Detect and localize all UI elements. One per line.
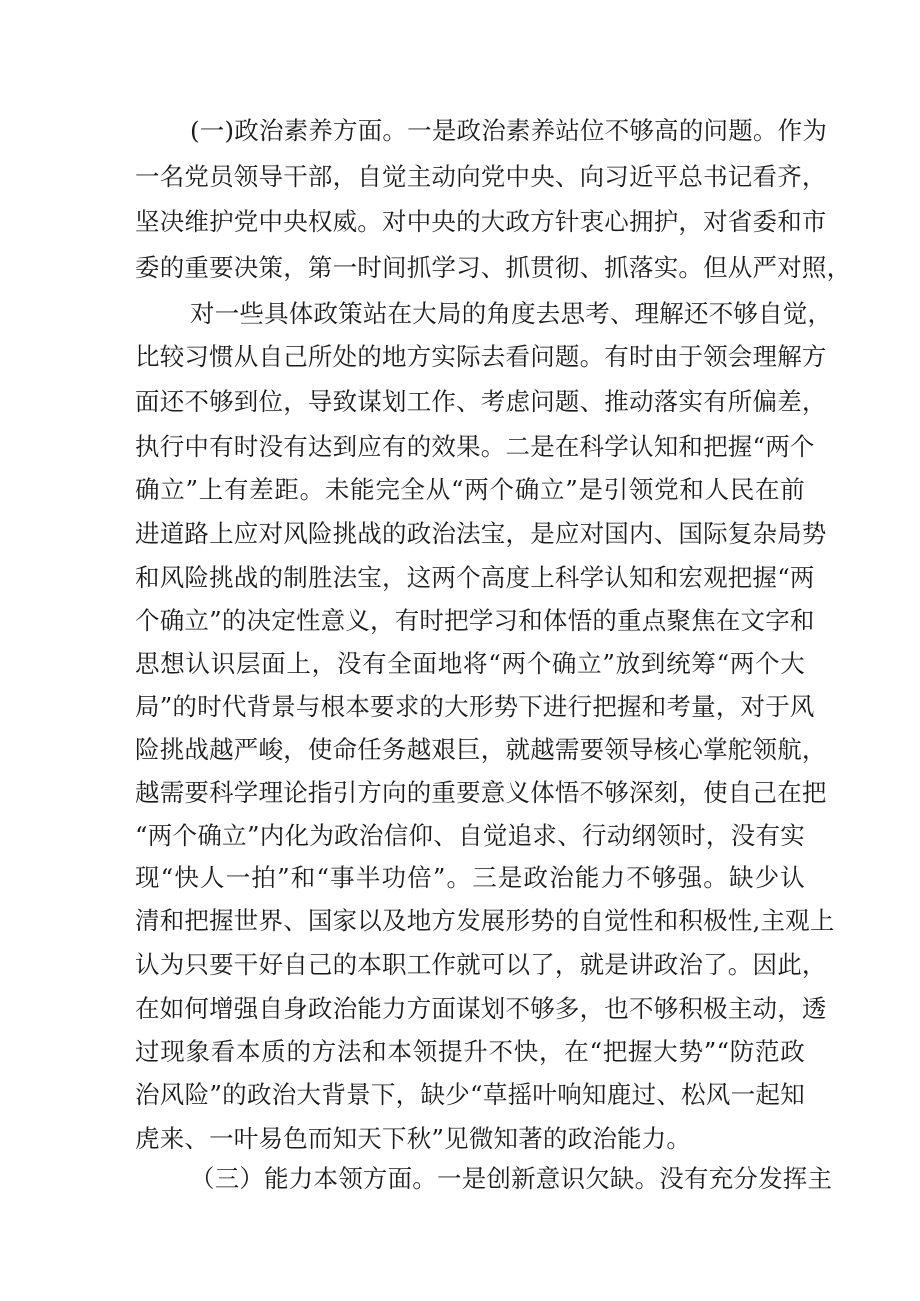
paragraph-line-5: 对一些具体政策站在大局的角度去思考、理解还不够自觉， [190,299,833,328]
paragraph-line-16: 越需要科学理论指引方向的重要意义体悟不够深刻，使自己在把 [135,778,827,807]
paragraph-line-12: 个确立”的决定性意义，有时把学习和体悟的重点聚焦在文字和 [135,606,815,635]
paragraph-line-21: 在如何增强自身政治能力方面谋划不够多，也不够积极主动，透 [135,994,827,1023]
paragraph-line-4: 委的重要决策，第一时间抓学习、抓贯彻、抓落实。但从严对照， [135,253,852,282]
paragraph-line-11: 和风险挑战的制胜法宝，这两个高度上科学认知和宏观把握“两 [135,563,815,592]
paragraph-line-8: 执行中有时没有达到应有的效果。二是在科学认知和把握“两个 [135,432,815,461]
paragraph-line-17: “两个确立”内化为政治信仰、自觉追求、行动纲领时，没有实 [135,821,805,850]
paragraph-line-6: 比较习惯从自己所处的地方实际去看问题。有时由于领会理解方 [135,342,827,371]
paragraph-line-10: 进道路上应对风险挑战的政治法宝，是应对国内、国际复杂局势 [135,519,827,548]
paragraph-line-23: 治风险”的政治大背景下，缺少“草摇叶响知鹿过、松风一起知 [135,1080,805,1109]
paragraph-line-14: 局”的时代背景与根本要求的大形势下进行把握和考量，对于风 [135,692,815,721]
paragraph-line-20: 认为只要干好自己的本职工作就可以了，就是讲政治了。因此， [135,950,827,979]
paragraph-line-9: 确立”上有差距。未能完全从“两个确立”是引领党和人民在前 [135,475,805,504]
paragraph-line-1: (一)政治素养方面。一是政治素养站位不够高的问题。作为 [190,116,828,145]
paragraph-line-22: 过现象看本质的方法和本领提升不快，在“把握大势”“防范政 [135,1037,805,1066]
paragraph-line-18: 现“快人一拍”和“事半功倍”。三是政治能力不够强。缺少认 [135,863,805,892]
paragraph-line-3: 坚决维护党中央权威。对中央的大政方针衷心拥护，对省委和市 [135,207,827,236]
paragraph-line-19: 清和把握世界、国家以及地方发展形势的自觉性和积极性,主观上 [135,906,835,935]
paragraph-line-25: （三）能力本领方面。一是创新意识欠缺。没有充分发挥主 [190,1164,833,1193]
paragraph-line-2: 一名党员领导干部，自觉主动向党中央、向习近平总书记看齐， [135,162,827,191]
paragraph-line-13: 思想认识层面上，没有全面地将“两个确立”放到统筹“两个大 [135,649,805,678]
paragraph-line-24: 虎来、一叶易色而知天下秋”见微知著的政治能力。 [135,1124,692,1153]
paragraph-line-7: 面还不够到位，导致谋划工作、考虑问题、推动落实有所偏差， [135,387,827,416]
paragraph-line-15: 险挑战越严峻，使命任务越艰巨，就越需要领导核心掌舵领航， [135,735,827,764]
